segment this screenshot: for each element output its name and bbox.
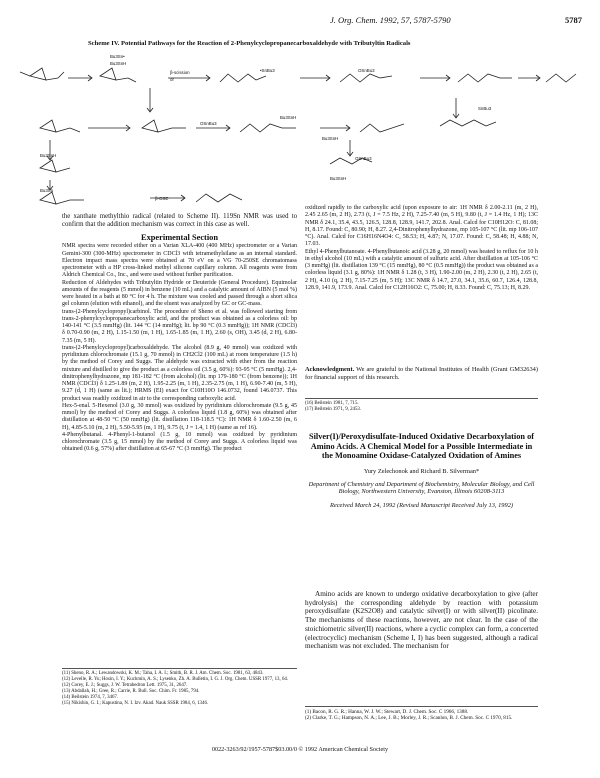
scheme-label: Bu3SnH bbox=[40, 153, 57, 158]
scheme-label: β-scission bbox=[170, 70, 190, 75]
article-received: Received March 24, 1992 (Revised Manuscript Received July 13, 1992) bbox=[329, 501, 514, 509]
scheme-label: Bu3Sn bbox=[40, 188, 54, 193]
footnote: (2) Clarke, T. G.; Hampson, N. A.; Lee, J. B.; Morley, J. R.; Scanlon, B. J. Chem. Soc. C 1970, 815. bbox=[305, 715, 513, 722]
reference: (15) Nikishin, G. I.; Kapustina, N. I. Izv. Akad. Nauk SSSR 1984, 6, 1346. bbox=[62, 701, 209, 706]
article-footnotes bbox=[305, 706, 538, 721]
scheme-label: Bu3SnH bbox=[322, 136, 339, 141]
paragraph: trans-(2-Phenylcyclopropyl)carbinol. The procedure of Sheno et al. was followed starting from trans-2-phenylcyclopropanecarboxylic acid, and the product was obtained as a colorless oil: bp 140-141 °C (3.5 mmHg) (lit. 144 °C (14 mmHg); lit. bp 90 °C (0.3 mmHg)); 1H NMR (CDCl3) δ 0.70-0.90 (m, 2 H), 1.15-1.50 (m, 1 H), 1.65-1.85 (m, 1 H), 2.60 (s, OH), 3.45 (d, 2 H), 6.80-7.35 (m, 5 H). bbox=[62, 308, 297, 344]
scheme-label: OSnBu3 bbox=[355, 156, 372, 161]
left-column bbox=[62, 213, 297, 454]
paragraph: Ethyl 4-Phenylbutanoate. 4-Phenylbutanoic acid (3.28 g, 20 mmol) was heated to reflux for 10 h in ethyl alcohol (10 mL) with a catalytic amount of sulfuric acid. After distillation at 105-106 °C (3 mmHg) (lit. distillation 139 °C (15 mmHg), 80 °C (0.5 mmHg)) the product was obtained as a colorless liquid (3.1 g, 80%): 1H NMR δ 1.28 (t, 3 H), 1.90-2.00 (m, 2 H), 2.30 (t, 2 H), 2.65 (t, 2 H), 4.10 (q, 2 H), 7.15-7.25 (m, 5 H); 13C NMR δ 14.7, 27.0, 34.1, 35.6, 60.7, 126.4, 128.8, 128.9, 141.9, 173.9. Anal. Calcd for C12H16O2: C, 75.00; H, 8.33. Found: C, 75.13; H, 8.29. bbox=[305, 248, 538, 291]
reference: (13) Abdallah, H.; Gree, R.; Carrie, R. Bull. Soc. Chim. Fr. 1985, 794. bbox=[62, 689, 200, 694]
ring-opened-structure bbox=[220, 74, 266, 82]
article-affiliation: Department of Chemistry and Department of Biochemistry, Molecular Biology, and Cell Biology, Northwestern University, Evanston, Illinois 60208-3113 bbox=[308, 480, 535, 496]
page-footer: 0022-3263/92/1957-5787$03.00/0 © 1992 American Chemical Society bbox=[211, 746, 389, 753]
scheme-label: SnBu3 bbox=[478, 106, 492, 111]
stannyl-ether-structure bbox=[458, 74, 512, 82]
reference: (12) Levelle, R. Yu; Hosin, I. Y.; Kuchmin, A. S.; Lysenko, Zh. A. Bulletin, I. G. J. Org. Chem. USSR 1977, 13, 64. bbox=[62, 677, 289, 682]
acknowledgment bbox=[305, 366, 538, 381]
right-column bbox=[305, 205, 538, 292]
allylic-structure bbox=[340, 74, 392, 82]
product-structure bbox=[546, 74, 576, 82]
left-references bbox=[62, 668, 297, 707]
footnote: (1) Bacon, R. G. R.; Hanna, W. J. W.; Stewart, D. J. Chem. Soc. C 1966, 1388. bbox=[305, 709, 469, 715]
reference: (16) Beilstein 1981, 7, 715. bbox=[305, 401, 359, 406]
article-header bbox=[305, 432, 538, 510]
ack-title: Acknowledgment. bbox=[305, 366, 355, 373]
article-body bbox=[305, 590, 538, 651]
scheme-label: OSnBu3 bbox=[200, 121, 217, 126]
scheme-label: •SnBu3 bbox=[260, 68, 275, 73]
scheme-label: Bu3Sn• bbox=[110, 54, 125, 59]
intro-paragraph: the xanthate methylthio radical (related to Scheme II). 119Sn NMR was used to confirm that the addition mechanism was correct in this case as well. bbox=[62, 213, 297, 228]
tin-adduct-structure bbox=[100, 68, 136, 82]
cyclopropyl-radical-structure bbox=[40, 120, 80, 132]
cyclopropyl-stannyl-ether-structure bbox=[142, 120, 186, 132]
article-authors: Yury Zelechonok and Richard B. Silverman* bbox=[363, 467, 480, 475]
scheme-label: β-OSE bbox=[155, 196, 169, 201]
section-title: Experimental Section bbox=[141, 233, 218, 242]
reference: (12) Corey, E. J.; Suggs, J. W. Tetrahedron Lett. 1975, 31, 2647. bbox=[62, 683, 188, 688]
paragraph: oxidized rapidly to the carboxylic acid (upon exposure to air: 1H NMR δ 2.00-2.11 (m, 2 H), 2.45 2.65 (m, 2 H), 2.73 (t, J = 7.5 Hz, 2 H), 7.25-7.40 (m, 5 H), 9.80 (t, J = 1.4 Hz, 1 H); 13C NMR δ 24.1, 35.4, 43.5, 126.5, 128.8, 128.9, 141.7, 202.8. Anal. Calcd for C10H12O: C, 81.08; H, 8.17. Found: C, 80.90; H, 8.27. 2,4-Dinitrophenylhydrazone, mp 105-107 °C (lit. mp 106-107 °C). Anal. Calcd for C16H16N4O4: C, 58.53; H, 4.87; N, 17.07. Found: C, 58.48; H, 4.88; N, 17.03. bbox=[305, 205, 538, 248]
page-number: 5787 bbox=[565, 15, 582, 25]
reaction-scheme bbox=[0, 48, 600, 208]
reference: (17) Beilstein 1971, 9, 2453. bbox=[305, 407, 362, 412]
right-references bbox=[305, 398, 538, 413]
ack-text: We are grateful to the National Institutes of Health (Grant GM32634) for financial support of this research. bbox=[305, 366, 538, 381]
reference: (14) Beilstein 1974, 7, 3467. bbox=[62, 695, 119, 700]
paragraph: 4-Phenylbutanal. 4-Phenyl-1-butanol (1.5 g, 10 mmol) was oxidized by pyridinium chlorochromate (3.5 g, 15 mmol) by the method of Corey and Suggs. A colorless liquid was obtained (0.6 g, 57%) after distillation at 65-67 °C (3 mmHg). The product bbox=[62, 431, 297, 453]
final-product-structure bbox=[196, 194, 242, 202]
scheme-label: OSnBu3 bbox=[358, 68, 375, 73]
reference: (11) Sheno, R. A.; Lewandowski, K. M.; Taha, I. A. I.; Smith, B. R. J. Am. Chem. Soc. 1981, 63, 4843. bbox=[62, 671, 264, 676]
running-header: J. Org. Chem. 1992, 57, 5787-5790 bbox=[330, 15, 451, 25]
scheme-title: Scheme IV. Potential Pathways for the Reaction of 2-Phenylcyclopropanecarboxaldehyde with Tributyltin Radicals bbox=[88, 40, 411, 47]
article-title: Silver(I)/Peroxydisulfate-Induced Oxidative Decarboxylation of Amino Acids. A Chemical Model for a Possible Intermediate in the Monoamine Oxidase-Catalyzed Oxidation of Amines bbox=[308, 432, 534, 461]
paragraph: trans-(2-Phenylcyclopropyl)carboxaldehyde. The alcohol (8.9 g, 40 mmol) was oxidized with pyridinium chlorochromate (15.1 g, 70 mmol) in CH2Cl2 (100 mL) at room temperature (1.5 h) by the method of Corey and Suggs. The aldehyde was extracted with ether from the reaction mixture and distilled to give the product as a colorless oil (3.5 g, 60%): 93-95 °C (5 mmHg). 2,4-dinitrophenylhydrazone, mp 181-182 °C (from alcohol) (lit. mp 179-180 °C (from benzene)); 1H NMR (CDCl3) δ 1.25-1.89 (m, 2 H), 1.95-2.25 (m, 1 H), 2.35-2.75 (m, 1 H), 6.90-7.40 (m, 5 H), 9.27 (d, 1 H) (same as lit.); HRMS (EI) exact for C10H10O 146.0732, found 146.0737. This product was readily oxidized in air to the corresponding carboxylic acid. bbox=[62, 344, 297, 402]
cyclopropane-aldehyde-structure bbox=[20, 68, 64, 80]
paragraph: NMR spectra were recorded either on a Varian XLA-400 (400 MHz) spectrometer or a Varian Gemini-300 (300-MHz) spectrometer in CDCl3 with tetramethylsilane as an internal standard. Electron impact mass spectra were obtained at 70 eV on a VG 70-250SE chromatomass spectrometer with a HP cross-linked methyl silicone capillary column. All reagents were from Aldrich Chemical Co., Inc., and were used without further purification. bbox=[62, 243, 297, 279]
scheme-label: Bu3SnH bbox=[280, 115, 297, 120]
scheme-label: Bu3SnH bbox=[110, 61, 127, 66]
paragraph: Hex-5-enal. 5-Hexenol (3.0 g, 30 mmol) was oxidized by pyridinium chlorochromate (9.5 g, 45 mmol) by the method of Corey and Suggs. A colorless liquid (1.8 g, 60%) was obtained after distillation at 48-50 °C (50 mmHg) (lit. distillation 118-118.5 °C): 1H NMR δ 1.60-2.50 (m, 6 H), 4.85-5.10 (m, 2 H), 5.50-5.95 (m, 1 H), 9.75 (t, J = 1.4, 1 H) (same as ref 16). bbox=[62, 402, 297, 431]
ring-product-structure bbox=[440, 120, 496, 126]
paragraph: Reduction of Aldehydes with Tributyltin Hydride or Deuteride (General Procedure). Equimolar amounts of the reagents (5 mmol) in benzene (10 mL) and a catalytic amount of AIBN (5 mol %) were heated in a bath at 80 °C for 4 h. The mixture was cooled and passed through a short silica gel column (elution with ethanol), and the eluent was analyzed by GC or GC-mass. bbox=[62, 279, 297, 308]
scheme-label: Bu3SnH bbox=[330, 176, 347, 181]
reduced-alcohol-structure bbox=[40, 192, 84, 204]
scheme-label: or bbox=[170, 77, 174, 82]
stannyl-radical-structure bbox=[360, 124, 404, 132]
radical-intermediate-structure bbox=[240, 124, 296, 132]
paragraph: Amino acids are known to undergo oxidative decarboxylation to give (after hydrolysis) the corresponding aldehyde by reaction with potassium peroxydisulfate (K2S2O8) and catalytic silver(I) or with silver(II) picolinate. The mechanisms of these reactions, however, are not clear. In the case of the stoichiometric silver(II) reactions, where a cyclic complex can form, a concerted (electrocyclic) mechanism (Scheme I, I) has been suggested, although a radical mechanism was not excluded. The mechanism for bbox=[305, 590, 538, 651]
tin-radical-structure bbox=[40, 160, 70, 172]
